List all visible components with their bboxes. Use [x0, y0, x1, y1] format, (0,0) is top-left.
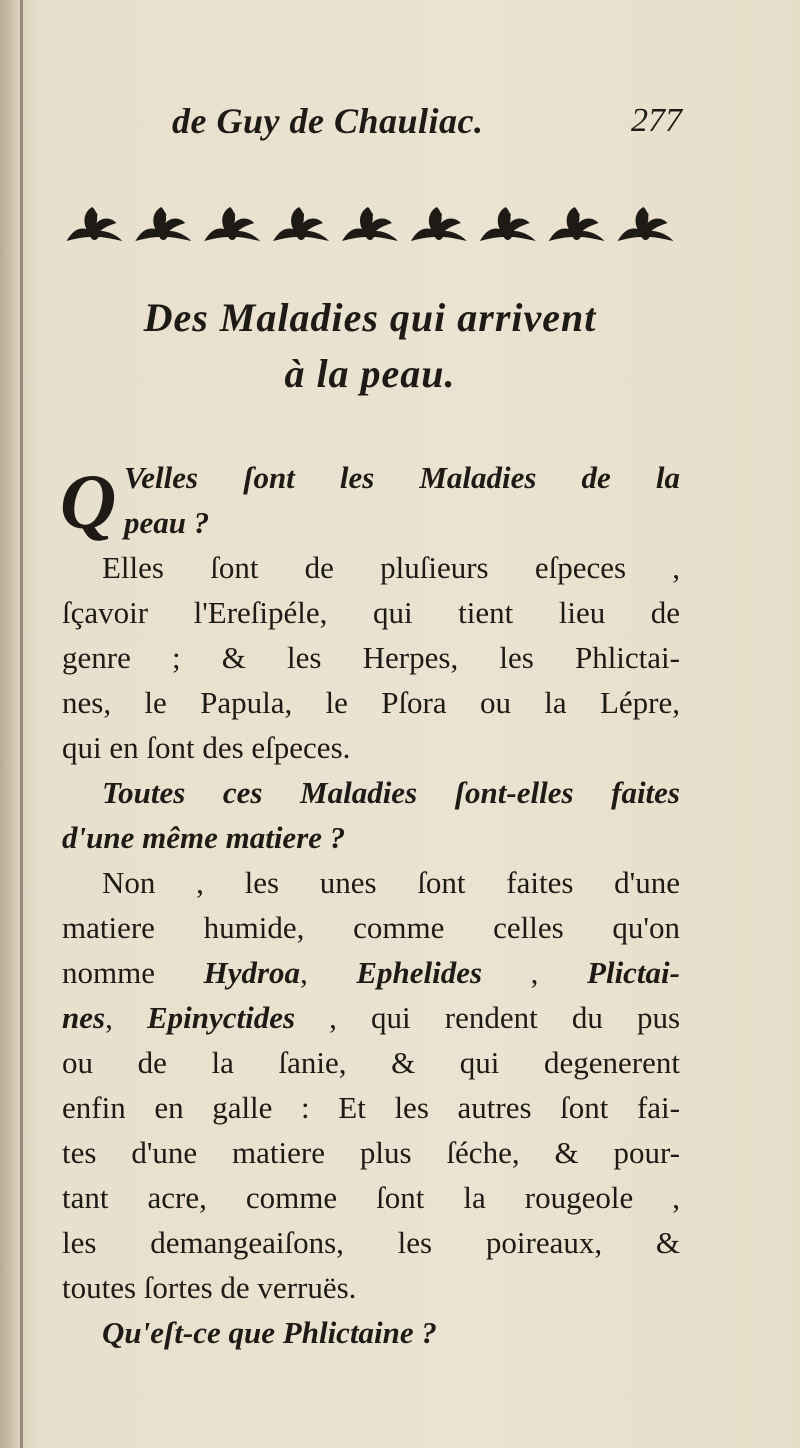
page-number: 277: [631, 102, 682, 139]
drop-cap: Q: [60, 458, 117, 545]
answer-1-line-3: genre ; & les Herpes, les Phlictai-: [62, 640, 680, 675]
body-text: [62, 455, 680, 1355]
answer-2-line-5: ou de la ſanie, & qui degenerent: [62, 1045, 680, 1080]
question-1-line-2: peau ?: [124, 505, 210, 540]
answer-1-line-5: qui en ſont des eſpeces.: [62, 730, 351, 765]
answer-2-line-9: les demangeaiſons, les poireaux, &: [62, 1225, 680, 1260]
question-2-line-1: Toutes ces Maladies ſont-elles faites: [102, 775, 680, 810]
answer-1-line-4: nes, le Papula, le Pſora ou la Lépre,: [62, 685, 680, 720]
answer-2-line-8: tant acre, comme ſont la rougeole ,: [62, 1180, 680, 1215]
answer-1-line-1: Elles ſont de pluſieurs eſpeces ,: [102, 550, 680, 585]
answer-2-line-4: [62, 995, 680, 1040]
chapter-title-line-1: Des Maladies qui arrivent: [143, 295, 597, 340]
fleuron-icon: [618, 207, 674, 241]
term-plictaines-cont: nes: [62, 1000, 106, 1035]
answer-2-line-10: toutes ſortes de verruës.: [62, 1270, 357, 1305]
fleuron-icon: [549, 207, 605, 241]
answer-2-line-1: Non , les unes ſont faites d'une: [102, 865, 680, 900]
term-hydroa: Hydroa: [203, 955, 301, 990]
question-2-line-2: d'une même matiere ?: [62, 820, 346, 855]
page-header: [172, 100, 682, 150]
fleuron-icon: [480, 207, 536, 241]
answer-2-line-2: matiere humide, comme celles qu'on: [62, 910, 680, 945]
answer-2-line-3-sep: ,: [482, 955, 588, 990]
running-head: de Guy de Chauliac.: [172, 101, 484, 141]
answer-2-line-4-sep: ,: [105, 1000, 147, 1035]
answer-2-line-6: enfin en galle : Et les autres ſont fai-: [62, 1090, 680, 1125]
fleuron-ornament-row-icon: [60, 200, 680, 250]
term-epinyctides: Epinyctides: [146, 1000, 296, 1035]
answer-1-line-2: ſçavoir l'Ereſipéle, qui tient lieu de: [62, 595, 680, 630]
fleuron-icon: [204, 207, 260, 241]
answer-2-line-7: tes d'une matiere plus ſéche, & pour-: [62, 1135, 680, 1170]
answer-2-line-4-rest: , qui rendent du pus: [295, 1000, 681, 1035]
fleuron-icon: [342, 207, 398, 241]
answer-2-line-3-mid: ,: [300, 955, 357, 990]
fleuron-icon: [411, 207, 467, 241]
question-3: Qu'eſt-ce que Phlictaine ?: [102, 1315, 437, 1350]
fleuron-icon: [273, 207, 329, 241]
fleuron-icon: [135, 207, 191, 241]
question-1-text: Velles ſont les Maladies de la: [124, 460, 680, 495]
answer-2-line-3-prefix: nomme: [62, 955, 204, 990]
fleuron-icon: [66, 207, 122, 241]
term-plictaines: Plictai-: [587, 955, 680, 990]
answer-2-line-3: [62, 950, 680, 995]
chapter-title-line-2: à la peau.: [284, 351, 456, 396]
chapter-title: [60, 290, 680, 402]
binding-gutter: [20, 0, 23, 1448]
term-ephelides: Ephelides: [356, 955, 483, 990]
